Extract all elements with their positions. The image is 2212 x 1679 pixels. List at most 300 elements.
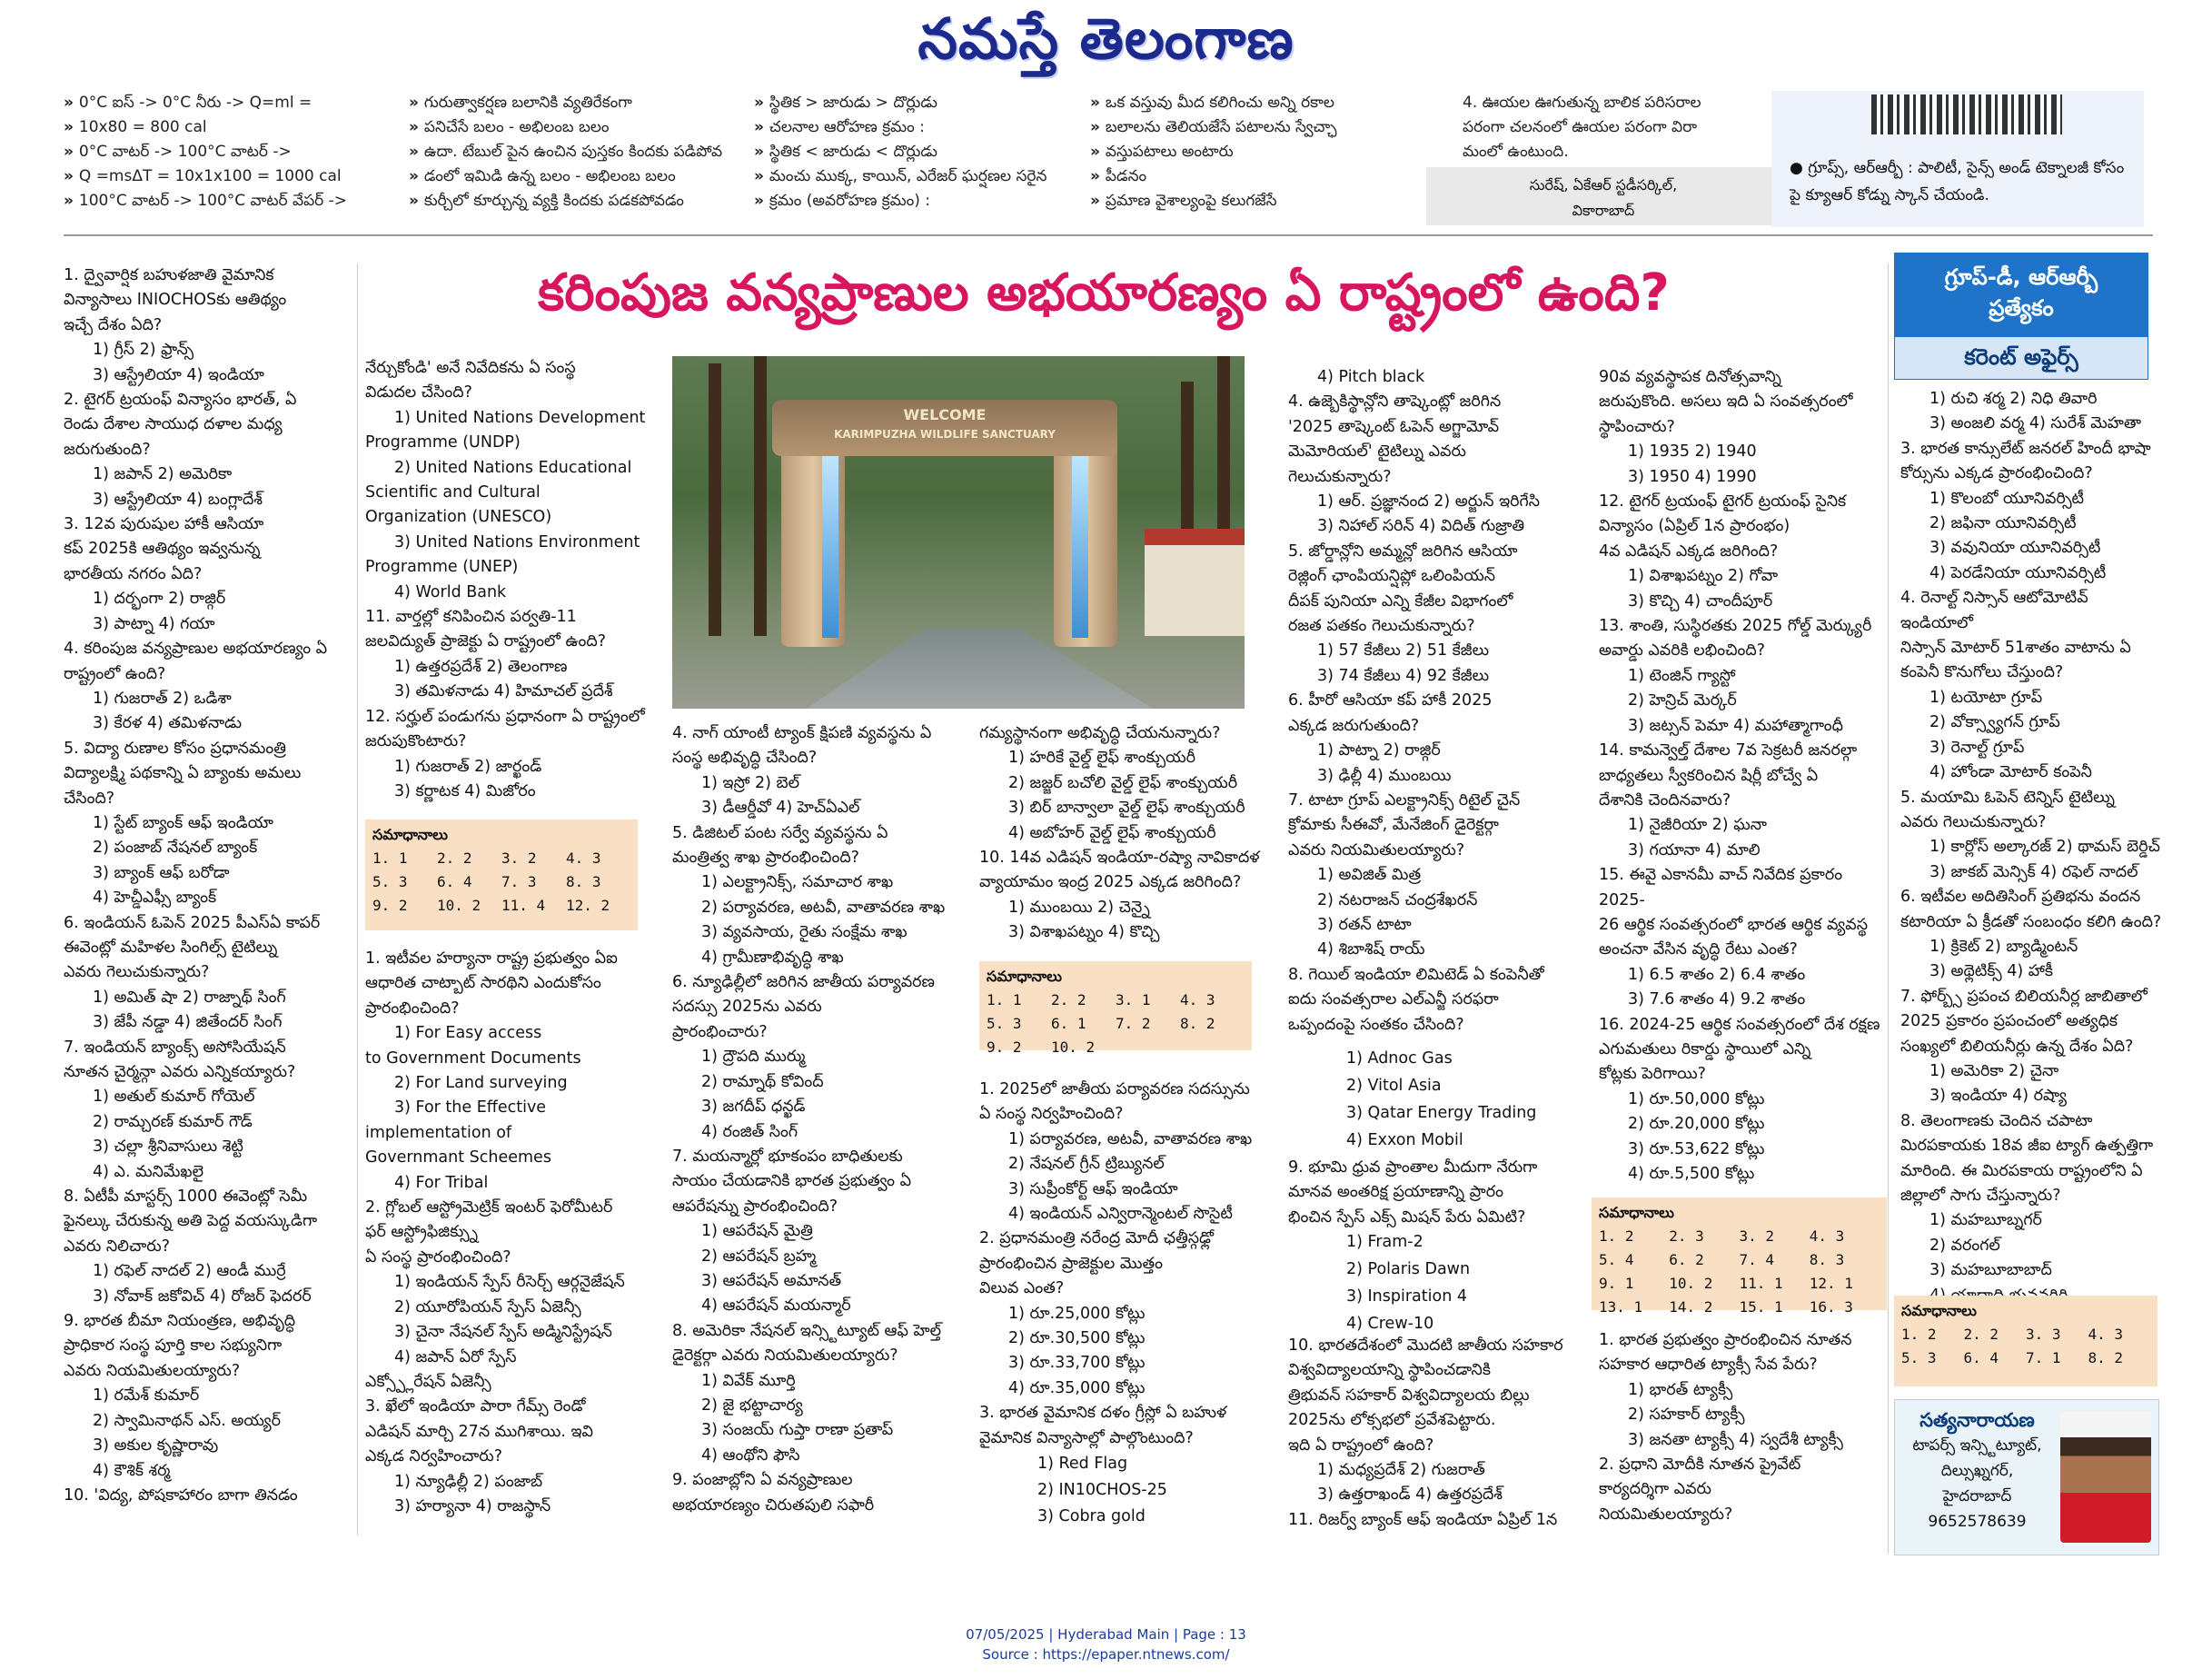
text-line: 1) Fram-2 (1346, 1233, 1423, 1251)
text-line: 4. కరింపుజ వన్యప్రాణుల అభయారణ్యం ఏ (64, 640, 328, 659)
text-line: » Q =msΔT = 10x1x100 = 1000 cal (64, 164, 363, 189)
text-line: 3) నోవాక్ జకోవిచ్ 4) రోజర్ ఫెదరర్ (93, 1287, 312, 1306)
text-line: » గురుత్వాకర్షణ బలానికి వ్యతిరేకంగా (409, 91, 790, 115)
answer-item: 9. 2 (372, 897, 408, 914)
text-line: 4) జపాన్ ఏరో స్పేస్ (394, 1347, 517, 1366)
text-line: 1) United Nations Development (394, 408, 646, 427)
text-line: 2) హెన్రిచ్ మెర్కర్ (1628, 691, 1737, 710)
text-line: 3) కేరళ 4) తమిళనాడు (93, 714, 243, 733)
text-line: 4) Pitch black (1317, 368, 1425, 386)
text-line: 9. భారత బీమా నియంత్రణ, అభివృద్ధి (64, 1312, 296, 1331)
column-5d (1317, 1228, 1581, 1337)
text-line: జరుపుకొంది. అసలు ఇది ఏ సంవత్సరంలో (1599, 392, 1853, 412)
text-line: 1) విశాఖపట్నం 2) గోవా (1628, 567, 1779, 586)
text-line: 3) జేపీ నడ్డా 4) జితేందర్ సింగ్ (93, 1013, 283, 1032)
text-line: 1) హరికే వైల్డ్ లైఫ్ శాంక్చుయరీ (1008, 749, 1196, 768)
text-line: 6. ఇండియన్ ఓపెన్ 2025 పీఎస్ఏ కాపర్ (64, 913, 321, 932)
answers-title: సమాధానాలు (1901, 1302, 1977, 1319)
text-line: 3) ఆస్ట్రేలియా 4) ఇండియా (93, 365, 264, 384)
answer-item: 5. 3 (987, 1015, 1022, 1032)
text-line: 1. ఇటీవల హర్యానా రాష్ట్ర ప్రభుత్వం ఏఐ (365, 949, 618, 968)
text-line: 4) ఎ. మనిమేఖలై (93, 1162, 204, 1181)
text-line: జిల్లాలో సాగు చేస్తున్నారు? (1900, 1187, 2061, 1205)
text-line: 1) జపాన్ 2) అమెరికా (93, 465, 233, 484)
text-line: 1. ద్వైవార్షిక బహుళజాతి వైమానిక (64, 266, 274, 284)
column-3 (672, 721, 972, 1518)
answers-title: సమాధానాలు (1599, 1204, 1674, 1221)
text-line: 10. 'విద్య, పోషకాహారం బాగా తినడం (64, 1485, 298, 1505)
text-line: 2) Polaris Dawn (1346, 1260, 1471, 1278)
text-line: 4) World Bank (394, 582, 507, 601)
text-line: అభయారణ్యం చిరుతపులి సఫారీ (672, 1495, 875, 1515)
answer-item: 11. 4 (501, 897, 546, 914)
text-line: 4) For Tribal (394, 1173, 489, 1192)
text-line: 4) శిబాశిష్ రాయ్ (1317, 940, 1425, 959)
text-line: 3) డీఆర్డీవో 4) హెచ్ఏఎల్ (701, 799, 860, 818)
answer-item: 10. 2 (1669, 1275, 1713, 1292)
text-line: 3) సుప్రీంకోర్ట్ ఆఫ్ ఇండియా (1008, 1179, 1178, 1198)
text-line: » బలాలను తెలియజేసే పటాలను స్వేచ్ఛా (1090, 115, 1435, 140)
qr-code-icon[interactable] (1871, 94, 2062, 134)
text-line: కప్ 2025కి ఆతిథ్యం ఇవ్వనున్న (64, 540, 261, 559)
text-line: Governmant Scheemes (365, 1148, 551, 1167)
text-line: 3. ఖేలో ఇండియా పారా గేమ్స్ రెండో (365, 1397, 586, 1416)
text-line: 2025 ప్రకారం ప్రపంచంలో అత్యధిక (1900, 1012, 2118, 1031)
answer-item: 8. 2 (2088, 1349, 2124, 1366)
text-line: 4) రూ.35,000 కోట్లు (1008, 1378, 1146, 1397)
text-line: మెమోరియల్' టైటిల్ను ఎవరు (1288, 442, 1466, 462)
text-line: » డంలో ఇమిడి ఉన్న బలం - అభిలంబ బలం (409, 164, 790, 189)
answer-item: 3. 2 (501, 849, 537, 867)
text-line: 1) న్యూఢిల్లీ 2) పంజాబ్ (394, 1472, 543, 1491)
text-line: ఏ సంస్థ నిర్వహించింది? (979, 1105, 1124, 1124)
answer-item: 13. 1 (1599, 1298, 1643, 1316)
text-line: 1) 57 కేజీలు 2) 51 కేజీలు (1317, 641, 1490, 661)
text-line: ఇది ఏ రాష్ట్రంలో ఉంది? (1288, 1436, 1434, 1455)
text-line: 8. గెయిల్ ఇండియా లిమిటెడ్ ఏ కంపెనీతో (1288, 965, 1544, 984)
text-line: రెండు దేశాల సాయుధ దళాల మధ్య (64, 415, 283, 434)
text-line: 12. సర్హుల్ పండుగను ప్రధానంగా ఏ రాష్ట్రంలో (365, 707, 645, 726)
text-line: 3) ఇండియా 4) రష్యా (1929, 1087, 2068, 1106)
text-line: కటారియా ఏ క్రీడతో సంబంధం కలిగి ఉంది? (1900, 912, 2162, 931)
text-line: 2) రూ.20,000 కోట్లు (1628, 1115, 1765, 1134)
text-line: ఎవరు నియమితులయ్యారు? (64, 1361, 241, 1380)
text-line: 9. పంజాబ్లోని ఏ వన్యప్రాణుల (672, 1471, 853, 1490)
text-line: 2. గ్లోబల్ ఆస్ట్రోమెట్రిక్ ఇంటర్ ఫెరోమీటర్ (365, 1198, 613, 1217)
text-line: ఫర్ ఆస్ట్రోఫిజిక్స్ను (365, 1223, 478, 1242)
text-line: 1) రూ.25,000 కోట్లు (1008, 1304, 1146, 1323)
text-line: 4. ఉజ్బెకిస్థాన్లోని తాష్కెంట్లో జరిగిన (1288, 392, 1502, 412)
text-line: 10. 14వ ఎడిషన్ ఇండియా-రష్యా నావికాదళ (979, 849, 1260, 868)
text-line: త్రిభువన్ సహకార్ విశ్వవిద్యాలయ బిల్లు (1288, 1386, 1530, 1405)
answers-box-4 (1894, 1296, 2157, 1386)
text-line: 1) నైజీరియా 2) ఘనా (1628, 816, 1767, 835)
author-name: సత్యనారాయణ (1919, 1409, 2035, 1431)
text-line: ఎవరు నియమితులయ్యారు? (1288, 840, 1465, 859)
text-line: 6. హీరో ఆసియా కప్ హాకీ 2025 (1288, 691, 1493, 710)
text-line: 2. టైగర్ ట్రయంఫ్ విన్యాసం భారత్, ఏ (64, 391, 297, 410)
text-line: ఫైనల్కు చేరుకున్న అతి పెద్ద వయస్కుడిగా (64, 1212, 318, 1231)
text-line: 1. భారత ప్రభుత్వం ప్రారంభించిన నూతన (1599, 1331, 1852, 1349)
text-line: కోర్సును ఎక్కడ ప్రారంభించింది? (1900, 464, 2093, 483)
answer-item: 3. 2 (1739, 1227, 1775, 1245)
answer-item: 12. 2 (566, 897, 610, 914)
author-box (1894, 1399, 2159, 1555)
text-line: 2) సహకార్ ట్యాక్సీ (1628, 1406, 1745, 1425)
text-line: Programme (UNDP) (365, 433, 521, 452)
text-line: ప్రాధికార సంస్థ పూర్తి కాల సభ్యునిగా (64, 1336, 283, 1356)
author-line2: దిల్సుఖ్నగర్, (1940, 1462, 2014, 1480)
text-line: 3) రెనాల్ట్ గ్రూప్ (1929, 738, 2025, 757)
text-line: 2) పంజాబ్ నేషనల్ బ్యాంక్ (93, 839, 258, 858)
text-line: 7. టాటా గ్రూప్ ఎలక్ట్రానిక్స్ రిటైల్ చైన్ (1288, 790, 1521, 810)
text-line: 8. అమెరికా నేషనల్ ఇన్స్టిట్యూట్ ఆఫ్ హెల్త్ (672, 1321, 941, 1340)
text-line: 4) రంజిత్ సింగ్ (701, 1122, 799, 1141)
text-line: to Government Documents (365, 1048, 581, 1068)
text-line: 12. టైగర్ ట్రయంఫ్ టైగర్ ట్రయంఫ్ సైనిక (1599, 492, 1847, 512)
text-line: » స్థితిక > జారుడు > దొర్లుడు (754, 91, 1117, 115)
answers-box-3 (1592, 1197, 1887, 1316)
text-line: 3) Inspiration 4 (1346, 1287, 1468, 1306)
text-line: 9. భూమి ధ్రువ ప్రాంతాల మీదుగా నేరుగా (1288, 1158, 1538, 1177)
text-line: మంలో ఉంటుంది. (1463, 143, 1569, 161)
text-line: 26 ఆర్థిక సంవత్సరంలో భారత ఆర్థిక వ్యవస్థ (1599, 915, 1868, 934)
section-badge-title: గ్రూప్-డీ, ఆర్ఆర్బీ ప్రత్యేకం (1894, 253, 2148, 336)
top-col-4 (1090, 91, 1435, 234)
text-line: జలవిద్యుత్ ప్రాజెక్టు ఏ రాష్ట్రంలో ఉంది? (365, 632, 606, 651)
text-line: సాయం చేయడానికి భారత ప్రభుత్వం ఏ (672, 1172, 912, 1191)
text-line: ప్రారంభించిన ప్రాజెక్టుల మొత్తం (979, 1254, 1163, 1273)
footer-date-line: 07/05/2025 | Hyderabad Main | Page : 13 (966, 1626, 1246, 1643)
answer-item: 7. 1 (2026, 1349, 2061, 1366)
text-line: విన్యాసాలు INIOCHOSకు ఆతిథ్యం (64, 291, 287, 310)
text-line: దీపక్ పునియా ఎన్ని కేజీల విభాగంలో (1288, 591, 1513, 611)
answers-grid (372, 847, 630, 918)
text-line: 1) కొలంబో యూనివర్సిటీ (1929, 489, 2085, 508)
text-line: నియమితులయ్యారు? (1599, 1505, 1733, 1524)
text-line: మిరపకాయకు 18వ జీఐ ట్యాగ్ ఉత్పత్తిగా (1900, 1137, 2154, 1156)
text-line: ఆధారిత చాట్బాట్ సారథిని ఎందుకోసం (365, 974, 601, 993)
masthead-logo: నమస్తే తెలంగాణ (918, 5, 1294, 72)
author-photo (2060, 1411, 2151, 1543)
text-line: 2) యూరోపియన్ స్పేస్ ఏజెన్సీ (394, 1297, 581, 1316)
text-line: ఎవరు గెలుచుకున్నారు? (1900, 812, 2047, 831)
text-line: 3) గయానా 4) మాలి (1628, 840, 1761, 859)
top-col-3 (754, 91, 1117, 234)
text-line: 3) ఆపరేషన్ అమానత్ (701, 1271, 842, 1290)
answer-item: 8. 2 (1180, 1015, 1215, 1032)
answer-item: 3. 3 (2026, 1326, 2061, 1343)
text-line: 1) రుచి శర్మ 2) నిధి తివారి (1929, 390, 2098, 408)
text-line: 3) మహబూబాబాద్ (1929, 1261, 2052, 1280)
top-col-1 (64, 91, 363, 234)
text-line: 3) వ్యవసాయ, రైతు సంక్షేమ శాఖ (701, 923, 908, 942)
author-info (1902, 1407, 2052, 1535)
text-line: 3) ఆస్ట్రేలియా 4) బంగ్లాదేశ్ (93, 490, 263, 509)
text-line: 4) Exxon Mobil (1346, 1131, 1463, 1149)
text-line: 1. 2025లో జాతీయ పర్యావరణ సదస్సును (979, 1080, 1250, 1098)
text-line: వైమానిక విన్యాసాల్లో పాల్గొంటుంది? (979, 1428, 1194, 1447)
text-line: 3) ఉత్తరాఖండ్ 4) ఉత్తరప్రదేశ్ (1317, 1485, 1503, 1505)
text-line: 3) తమిళనాడు 4) హిమాచల్ ప్రదేశ్ (394, 682, 613, 701)
text-line: భారతీయ నగరం ఏది? (64, 564, 203, 583)
text-line: Organization (UNESCO) (365, 508, 552, 527)
text-line: 3. 12వ పురుషుల హాకీ ఆసియా (64, 515, 264, 534)
text-line: 1) ఆర్. ప్రజ్ఞానంద 2) అర్జున్ ఇరిగేసి (1317, 492, 1540, 512)
text-line: 3) United Nations Environment (394, 532, 640, 551)
text-line: విశ్వవిద్యాలయాన్ని స్థాపించడానికి (1288, 1361, 1491, 1380)
text-line: 1) మధ్యప్రదేశ్ 2) గుజరాత్ (1317, 1461, 1485, 1480)
answers-title: సమాధానాలు (372, 826, 448, 843)
text-line: 2. ప్రధాని మోదీకి నూతన ప్రైవేట్ (1599, 1455, 1801, 1475)
text-line: రజత పతకం గెలుచుకున్నారు? (1288, 617, 1475, 636)
text-line: 1) Red Flag (1037, 1455, 1128, 1473)
answer-item: 12. 1 (1809, 1275, 1853, 1292)
text-line: » 100°C వాటర్ -> 100°C వాటర్ వేపర్ -> (64, 189, 363, 214)
text-line: విన్యాసం (ఏప్రిల్ 1న ప్రారంభం) (1599, 517, 1790, 536)
text-line: ఎగుమతులు రికార్డు స్థాయిలో ఎన్ని (1599, 1039, 1811, 1058)
text-line: 1) రఫెల్ నాదల్ 2) ఆండీ ముర్రే (93, 1262, 286, 1281)
text-line: 1) పాట్నా 2) రాజ్గిర్ (1317, 741, 1441, 760)
text-line: 3) Qatar Energy Trading (1346, 1104, 1537, 1122)
text-line: 1) ఎలక్ట్రానిక్స్, సమాచార శాఖ (701, 873, 894, 892)
text-line: 1) గ్రీస్ 2) ఫ్రాన్స్ (93, 341, 194, 360)
text-line: 2) వరంగల్ (1929, 1236, 2000, 1255)
text-line: మారింది. ఈ మిరపకాయ రాష్ట్రంలోని ఏ (1900, 1161, 2143, 1180)
qr-box (1771, 91, 2144, 227)
text-line: 1) గుజరాత్ 2) ఒడిశా (93, 689, 232, 708)
column-6 (1599, 365, 1890, 1187)
text-line: రాష్ట్రంలో ఉంది? (64, 664, 166, 683)
text-line: 1) గుజరాత్ 2) జార్ఖండ్ (394, 757, 542, 776)
text-line: 4) రూ.5,500 కోట్లు (1628, 1165, 1755, 1183)
text-line: 1) అతుల్ కుమార్ గోయెల్ (93, 1088, 255, 1107)
text-line: '2025 తాష్కెంట్ ఓపెన్ అగ్జామోవ్ (1288, 417, 1500, 436)
top-col-2 (409, 91, 790, 234)
text-line: 1) Adnoc Gas (1346, 1049, 1453, 1068)
text-line: ఈవెంట్లో మహిళల సింగిల్స్ టైటిల్ను (64, 938, 278, 957)
text-line: వ్యాయామం ఇంద్ర 2025 ఎక్కడ జరిగింది? (979, 873, 1242, 892)
text-line: Programme (UNEP) (365, 558, 519, 577)
text-line: 3) జాకబ్ మెన్సిక్ 4) రఫెల్ నాదల్ (1929, 862, 2138, 881)
answers-box-1 (365, 820, 638, 930)
footer-source-line: Source : https://epaper.ntnews.com/ (982, 1646, 1230, 1663)
text-line: 1) For Easy access (394, 1024, 542, 1043)
answers-grid (1599, 1225, 1880, 1319)
answer-item: 5. 3 (1901, 1349, 1937, 1366)
text-line: 3. భారత కాన్సులేట్ జనరల్ హిందీ భాషా (1900, 439, 2151, 458)
text-line: 5. డిజిటల్ పంట సర్వే వ్యవస్థను ఏ (672, 823, 888, 842)
text-line: కార్యదర్శిగా ఎవరు (1599, 1480, 1711, 1499)
text-line: » వస్తుపటాలు అంటారు (1090, 140, 1435, 164)
text-line: 2. ప్రధానమంత్రి నరేంద్ర మోదీ ఛత్తీస్గఢ్లో (979, 1229, 1215, 1248)
text-line: 1) 1935 2) 1940 (1628, 442, 1757, 462)
text-line: ఎడిషన్ మార్చి 27న ముగిశాయి. ఇవి (365, 1422, 593, 1441)
text-line: 1) భారత్ ట్యాక్సీ (1628, 1380, 1733, 1399)
text-line: ఎక్స్ప్లోరేషన్ ఏజెన్సీ (365, 1372, 491, 1391)
text-line: 3) Cobra gold (1037, 1507, 1146, 1525)
text-line: 3) అకుల కృష్ణారావు (93, 1436, 219, 1455)
text-line: 3) బిర్ బాన్వాలా వైల్డ్ లైఫ్ శాంక్చుయరీ (1008, 799, 1245, 818)
column-4 (979, 721, 1270, 946)
text-line: ఇచ్చే దేశం ఏది? (64, 315, 163, 334)
text-line: 14. కామన్వెల్త్ దేశాల 7వ సెక్రటరీ జనరల్గా (1599, 741, 1858, 760)
text-line: 3) జనతా ట్యాక్సీ 4) స్వదేశీ ట్యాక్సీ (1628, 1430, 1843, 1449)
answer-item: 9. 2 (987, 1038, 1022, 1056)
text-line: » కుర్చీలో కూర్చున్న వ్యక్తి కిందకు పడకపోవడం (409, 189, 790, 214)
column-divider (357, 263, 358, 1535)
text-line: 3) రూ.53,622 కోట్లు (1628, 1139, 1765, 1158)
text-line: 2025ను లోక్సభలో ప్రవేశపెట్టారు. (1288, 1411, 1496, 1430)
text-line: నిస్సాన్ మోటార్ 51శాతం వాటాను ఏ (1900, 639, 2131, 658)
text-line: సహకార ఆధారిత ట్యాక్సీ సేవ పేరు? (1599, 1356, 1818, 1375)
answer-item: 16. 3 (1809, 1298, 1853, 1316)
text-line: 2) రామ్చరణ్ కుమార్ గౌడ్ (93, 1112, 253, 1131)
text-line: 2) జై భట్టాచార్య (701, 1396, 803, 1415)
credit-place: వికారాబాద్ (1572, 202, 1635, 219)
text-line: 4) ఆపరేషన్ మయన్మార్ (701, 1297, 851, 1316)
text-line: ఆపరేషన్ను ప్రారంభించింది? (672, 1197, 838, 1216)
text-line: 7. మయన్మార్లో భూకంపం బాధితులకు (672, 1147, 903, 1166)
answer-item: 6. 4 (437, 873, 472, 890)
column-5b (1317, 1045, 1581, 1154)
answer-item: 1. 1 (987, 991, 1022, 1008)
text-line: 3) జట్సన్ పెమా 4) మహాత్మాగాంధీ (1628, 716, 1843, 735)
answer-item: 3. 1 (1116, 991, 1151, 1008)
text-line: విద్యాలక్ష్మి పథకాన్ని ఏ బ్యాంకు అమలు (64, 764, 302, 783)
text-line: 3) అథ్లెటిక్స్ 4) హాకీ (1929, 962, 2054, 981)
text-line: 3) చైనా నేషనల్ స్పేస్ అడ్మినిస్ట్రేషన్ (394, 1323, 612, 1342)
text-line: సంఖ్యలో బిలియనీర్లు ఉన్న దేశం ఏది? (1900, 1037, 2134, 1056)
text-line: 4) గ్రామీణాభివృద్ధి శాఖ (701, 948, 844, 967)
answer-item: 7. 2 (1116, 1015, 1151, 1032)
text-line: 3. భారత వైమానిక దళం గ్రీస్లో ఏ బహుళ (979, 1404, 1227, 1423)
text-line: జరుగుతుంది? (64, 440, 151, 459)
text-line: జరుపుకొంటారు? (365, 732, 467, 751)
text-line: సంస్థ అభివృద్ధి చేసింది? (672, 749, 818, 768)
text-line: 1) మహబూబ్నగర్ (1929, 1211, 2042, 1230)
column-2-text (365, 356, 656, 804)
author-line1: టాపర్స్ ఇన్స్టిట్యూట్, (1912, 1436, 2042, 1455)
answers-title: సమాధానాలు (987, 968, 1062, 985)
text-line: ఐదు సంవత్సరాల ఎల్ఎన్జీ సరఫరా (1288, 990, 1499, 1009)
text-line: చేసింది? (64, 789, 115, 808)
answer-item: 9. 1 (1599, 1275, 1634, 1292)
text-line: ఎక్కడ నిర్వహించారు? (365, 1447, 503, 1466)
text-line: » 0°C ఐస్ -> 0°C నీరు -> Q=ml = (64, 91, 363, 115)
answer-item: 6. 1 (1051, 1015, 1086, 1032)
text-line: 3) నిహాల్ సరిన్ 4) విదిత్ గుజ్రాతి (1317, 517, 1525, 536)
text-line: 6. ఇటీవల అదితిసింగ్ ప్రతిభను వందన (1900, 888, 2141, 907)
text-line: 1) టయోటా గ్రూప్ (1929, 688, 2043, 707)
answer-item: 2. 2 (437, 849, 472, 867)
answer-item: 1. 2 (1599, 1227, 1634, 1245)
text-line: 4. రెనాల్ట్ నిస్సాన్ ఆటోమోటివ్ ఇండియాలో (1900, 589, 2088, 632)
answer-item: 2. 2 (1963, 1326, 1999, 1343)
text-line: » 0°C వాటర్ -> 100°C వాటర్ -> (64, 140, 363, 164)
text-line: » పీడనం (1090, 164, 1435, 189)
text-line: 1) అమెరికా 2) చైనా (1929, 1061, 2059, 1080)
section-badge-tag: కరెంట్ అఫైర్స్ (1894, 336, 2148, 380)
text-line: 2) ఆపరేషన్ బ్రహ్మ (701, 1247, 817, 1266)
text-line: 3) విశాఖపట్నం 4) కొచ్చి (1008, 923, 1160, 942)
text-line: 3) బ్యాంక్ ఆఫ్ బరోడా (93, 863, 230, 882)
text-line: 4. నాగ్ యాంటీ ట్యాంక్ క్షిపణి వ్యవస్థను ఏ (672, 724, 932, 742)
answer-item: 4. 3 (1809, 1227, 1845, 1245)
text-line: ఎక్కడ జరుగుతుంది? (1288, 716, 1420, 735)
text-line: 2) United Nations Educational (394, 458, 632, 477)
text-line: 1) ఇస్రో 2) బెల్ (701, 773, 800, 792)
credit-box (1426, 167, 1781, 225)
text-line: 2) నేషనల్ గ్రీన్ ట్రిబ్యునల్ (1008, 1155, 1165, 1174)
text-line: 2) Vitol Asia (1346, 1077, 1442, 1095)
text-line: 1) టెంజిన్ గ్యాస్టో (1628, 666, 1736, 685)
text-line: 3) For the Effective (394, 1098, 547, 1118)
text-line: 8. తెలంగాణకు చెందిన చపాటా (1900, 1111, 2093, 1130)
text-line: 4) పెరడేనియా యూనివర్సిటీ (1929, 563, 2107, 582)
text-line: Scientific and Cultural (365, 483, 541, 502)
answer-item: 2. 3 (1669, 1227, 1704, 1245)
text-line: రెజ్లింగ్ ఛాంపియన్షిప్లో ఒలింపియన్ (1288, 567, 1495, 586)
text-line: » మంచు ముక్క, కాయిన్, ఎరేజర్ ఘర్షణల సరైన (754, 164, 1117, 189)
text-line: 2) For Land surveying (394, 1074, 568, 1093)
text-line: 3) రతన్ టాటా (1317, 915, 1412, 934)
text-line: 10. భారతదేశంలో మొదటి జాతీయ సహకార (1288, 1336, 1563, 1355)
answer-item: 11. 1 (1739, 1275, 1783, 1292)
text-line: 1) వివేక్ మూర్తి (701, 1371, 796, 1390)
text-line: స్థాపించారు? (1599, 417, 1675, 436)
text-line: డైరెక్టర్గా ఎవరు నియమితులయ్యారు? (672, 1346, 898, 1366)
text-line: 3) హర్యానా 4) రాజస్థాన్ (394, 1496, 551, 1515)
text-line: 4) Crew-10 (1346, 1315, 1434, 1333)
answer-item: 6. 4 (1963, 1349, 1999, 1366)
answer-item: 1. 2 (1901, 1326, 1937, 1343)
text-line: 1) దర్భంగా 2) రాజ్గిర్ (93, 590, 226, 609)
page-footer (0, 1624, 2212, 1664)
text-line: 4) ఆంథోని ఫౌసి (701, 1446, 800, 1465)
text-line: 11. వార్తల్లో కనిపించిన పర్వతి-11 (365, 608, 577, 627)
text-line: 3) 1950 4) 1990 (1628, 467, 1757, 486)
text-line: కంపెనీ కొనుగోలు చేస్తుంది? (1900, 663, 2064, 682)
text-line: 2) రామ్నాథ్ కోవింద్ (701, 1072, 824, 1091)
answer-item: 5. 3 (372, 873, 408, 890)
text-line: 2) IN10CHOS-25 (1037, 1481, 1167, 1499)
text-line: 11. రిజర్వ్ బ్యాంక్ ఆఫ్ ఇండియా ఏప్రిల్ 1న (1288, 1510, 1558, 1529)
text-line: అంచనా వేసిన వృద్ధి రేటు ఎంత? (1599, 940, 1798, 959)
text-line: 90వ వ్యవస్థాపక దినోత్సవాన్ని (1599, 368, 1781, 386)
text-line: 3) ఢిల్లీ 4) ముంబయి (1317, 766, 1452, 785)
column-4b (979, 1078, 1279, 1451)
text-line: » ఉదా. టేబుల్ పైన ఉంచిన పుస్తకం కిందకు పడిపోవ (409, 140, 790, 164)
text-line: 1) క్రికెట్ 2) బ్యాడ్మింటన్ (1929, 937, 2078, 956)
column-2 (365, 356, 656, 804)
credit-name: సురేష్, ఏకేఆర్ స్టడీసర్కిల్, (1529, 176, 1678, 194)
text-line: ఎవరు నిలిచారు? (64, 1237, 171, 1256)
author-line3: హైదరాబాద్ (1942, 1487, 2012, 1505)
column-7 (1900, 387, 2164, 1308)
text-line: 1) ఉత్తరప్రదేశ్ 2) తెలంగాణ (394, 657, 568, 676)
text-line: 16. 2024-25 ఆర్థిక సంవత్సరంలో దేశ రక్షణ (1599, 1015, 1880, 1034)
column-4c (1008, 1451, 1272, 1530)
text-line: 3) 74 కేజీలు 4) 92 కేజీలు (1317, 666, 1490, 685)
text-line: గమ్యస్థానంగా అభివృద్ధి చేయనున్నారు? (979, 724, 1221, 742)
answer-item: 7. 3 (501, 873, 537, 890)
text-line: 2) పర్యావరణ, అటవీ, వాతావరణ శాఖ (701, 898, 946, 917)
text-line: 3) అంజలి వర్మ 4) సురేశ్ మెహతా (1929, 414, 2141, 433)
answers-box-2 (979, 961, 1252, 1056)
answer-item: 8. 3 (1809, 1251, 1845, 1268)
column-5c (1288, 1156, 1588, 1230)
